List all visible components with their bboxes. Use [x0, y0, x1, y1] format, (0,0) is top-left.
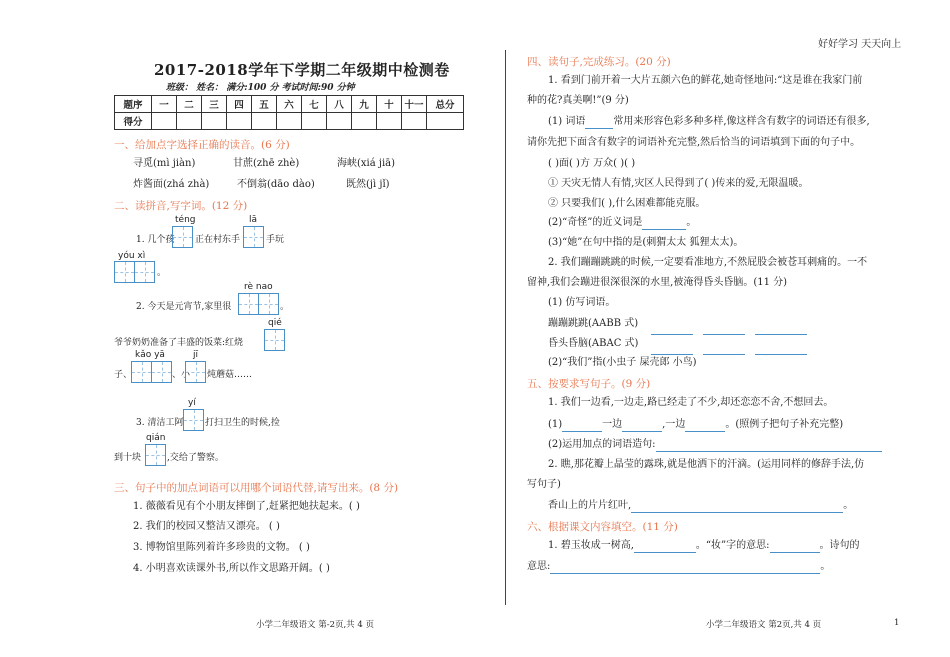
s5-text: 。 [843, 500, 854, 511]
score-header-cell: 总分 [427, 96, 464, 113]
section-3-heading: 三、句子中的加点词语可以用哪个词语代替,请写出来。(8 分) [114, 482, 399, 494]
s2-text: 。 [280, 302, 290, 312]
page-title: 2017-2018学年下学期二年级期中检测卷 [154, 61, 450, 79]
s4-text: 蹦蹦跳跳(AABB 式) [548, 318, 639, 329]
s4-text: (1) 词语 [548, 116, 586, 127]
section-2-heading: 二、读拼音,写字词。(12 分) [114, 200, 248, 212]
score-header-cell: 四 [227, 96, 252, 113]
s2-text: ,交给了警察。 [167, 453, 224, 463]
s4-text: (2)“我们”指(小虫子 屎壳郎 小鸟) [548, 357, 697, 368]
s1-item: 甘蔗(zhē zhè) [233, 158, 300, 169]
s4-text: 留神,我们会蹦进很深很深的水里,被淹得昏头昏脑。(11 分) [527, 277, 788, 288]
s2-text: 3. 清洁工阿 [136, 418, 184, 428]
s6-text: 。 [820, 561, 831, 572]
score-cell[interactable] [227, 113, 252, 130]
s5-text: 一边 [602, 419, 623, 430]
answer-blank[interactable] [685, 419, 725, 432]
s5-text: ,一边 [662, 419, 686, 430]
score-header-cell: 题序 [115, 96, 152, 113]
s4-text: 。 [686, 217, 697, 228]
s2-text: 1. 几个孩 [136, 235, 175, 245]
score-header-cell: 一 [152, 96, 177, 113]
score-cell[interactable] [277, 113, 302, 130]
pinyin: qián [146, 433, 166, 443]
s4-text: (2)“奇怪”的近义词是 [548, 217, 643, 228]
answer-blank[interactable] [703, 342, 745, 355]
pinyin: lā [249, 215, 258, 225]
answer-blank[interactable] [634, 540, 696, 553]
s3-item: 4. 小明喜欢读课外书,所以作文思路开阔。( ) [133, 563, 330, 574]
answer-blank[interactable] [642, 217, 686, 230]
s2-text: 手玩 [266, 235, 285, 245]
answer-blank[interactable] [703, 322, 745, 335]
score-cell[interactable] [202, 113, 227, 130]
s6-text: 1. 碧玉妆成一树高, [548, 540, 634, 551]
score-header-cell: 九 [352, 96, 377, 113]
writing-grid[interactable] [264, 329, 285, 351]
writing-grid[interactable] [185, 361, 206, 383]
score-cell[interactable] [402, 113, 427, 130]
s4-text: ( )面( )方 万众( )( ) [548, 158, 636, 169]
s1-item: 海峡(xiá jiā) [337, 158, 396, 169]
writing-grid[interactable] [172, 226, 193, 248]
section-4-heading: 四、读句子,完成练习。(20 分) [527, 56, 671, 68]
s5-p2c-line [548, 499, 853, 513]
writing-grid[interactable] [183, 409, 204, 431]
s5-text: 写句子) [527, 479, 561, 490]
answer-blank[interactable] [550, 561, 820, 574]
score-cell[interactable] [352, 113, 377, 130]
s5-text: 2. 瞧,那花瓣上晶莹的露珠,就是他洒下的汗滴。(运用同样的修辞手法,仿 [548, 459, 865, 470]
answer-blank[interactable] [755, 342, 807, 355]
answer-blank[interactable] [585, 116, 613, 129]
s5-text: 1. 我们一边看,一边走,路已经走了不少,却还恋恋不舍,不想回去。 [548, 397, 834, 408]
s2-text: 、小 [172, 370, 191, 380]
s4-text: (1) 仿写词语。 [548, 297, 616, 308]
s4-text: 昏头昏脑(ABAC 式) [548, 338, 639, 349]
s3-item: 2. 我们的校园又整洁又漂亮。 ( ) [133, 521, 280, 532]
score-cell[interactable] [427, 113, 464, 130]
score-header-cell: 三 [202, 96, 227, 113]
s2-text: 爷爷奶奶准备了丰盛的饭菜:红烧 [114, 338, 244, 348]
score-header-cell: 六 [277, 96, 302, 113]
s5-text: 香山上的片片红叶, [548, 500, 632, 511]
pinyin: rè nao [244, 282, 273, 292]
header-slogan: 好好学习 天天向上 [818, 39, 902, 50]
s6-line-2 [527, 560, 830, 574]
section-6-heading: 六、根据课文内容填空。(11 分) [527, 521, 678, 533]
s5-text: (2)运用加点的词语造句: [548, 439, 656, 450]
score-cell[interactable] [252, 113, 277, 130]
s1-item: 不倒翁(dāo dào) [237, 179, 315, 190]
s2-text: 正在村东手 [195, 235, 241, 245]
score-cell[interactable] [327, 113, 352, 130]
writing-grid[interactable] [243, 226, 264, 248]
section-1-heading: 一、给加点字选择正确的读音。(6 分) [114, 139, 290, 151]
s4-q2-line [548, 216, 696, 230]
s3-item: 3. 博物馆里陈列着许多珍贵的文物。 ( ) [133, 542, 310, 553]
page-number: 1 [894, 618, 900, 628]
s2-text: 2. 今天是元宵节,家里很 [136, 302, 232, 312]
writing-grid[interactable] [114, 261, 155, 283]
s1-item: 炸酱面(zhá zhà) [133, 179, 210, 190]
section-5-heading: 五、按要求写句子。(9 分) [527, 378, 651, 390]
score-row-label: 得分 [115, 113, 152, 130]
s2-text: 打扫卫生的时候,捡 [205, 418, 280, 428]
writing-grid[interactable] [145, 444, 166, 466]
pinyin: yóu xì [118, 251, 146, 261]
score-cell[interactable] [177, 113, 202, 130]
pinyin: qié [268, 318, 282, 328]
answer-blank[interactable] [631, 500, 843, 513]
writing-grid[interactable] [131, 361, 172, 383]
pinyin: yí [188, 398, 196, 408]
footer-right: 小学二年级语文 第2页,共 4 页 [706, 620, 822, 630]
fill-blank-row [651, 316, 807, 335]
page-divider [505, 50, 506, 605]
score-header-cell: 二 [177, 96, 202, 113]
s5-q2-line [548, 438, 882, 452]
s1-item: 寻觅(mì jiàn) [133, 158, 196, 169]
score-table-header-row [115, 96, 464, 113]
s5-q1-line [548, 418, 843, 432]
s4-text: 种的花?真美啊!”(9 分) [527, 95, 629, 106]
score-header-cell: 十 [377, 96, 402, 113]
exam-info: 班级： 姓名： 满分:100 分 考试时间:90 分钟 [166, 83, 355, 93]
s4-text: 请你先把下面含有数字的词语补充完整,然后恰当的词语填到下面的句子中。 [527, 137, 861, 148]
s1-item: 既然(jì jǐ) [346, 179, 390, 190]
s5-text: (1) [548, 419, 563, 430]
s4-text: (3)“她”在句中指的是(刺猬太太 狐狸太太)。 [548, 237, 744, 248]
s5-text: 。(照例子把句子补充完整) [725, 419, 844, 430]
score-cell[interactable] [302, 113, 327, 130]
pinyin: téng [175, 215, 196, 225]
answer-blank[interactable] [622, 419, 662, 432]
answer-blank[interactable] [770, 540, 820, 553]
s4-text: ① 天灾无情人有情,灾区人民得到了( )传来的爱,无限温暖。 [548, 178, 809, 189]
footer-left: 小学二年级语文 第-2页,共 4 页 [256, 620, 374, 630]
score-table [114, 95, 464, 130]
score-table-score-row [115, 113, 464, 130]
s6-text: 。诗句的 [819, 540, 860, 551]
pinyin: kǎo yā [135, 350, 165, 360]
s2-text: 炖蘑菇…… [207, 370, 253, 380]
answer-blank[interactable] [755, 322, 807, 335]
s4-text: 2. 我们蹦蹦跳跳的时候,一定要看准地方,不然屁股会被苍耳刺痛的。一不 [548, 257, 868, 268]
writing-grid[interactable] [238, 293, 279, 315]
s4-text: 常用来形容色彩多种多样,像这样含有数字的词语还有很多, [613, 116, 870, 127]
s6-text: 意思: [527, 561, 551, 572]
s4-q1-line [548, 115, 870, 129]
s3-item: 1. 薇薇看见有个小朋友摔倒了,赶紧把她扶起来。( ) [133, 501, 360, 512]
answer-blank[interactable] [651, 322, 693, 335]
score-header-cell: 五 [252, 96, 277, 113]
s2-text: 子、 [114, 370, 133, 380]
s4-text: 1. 看到门前开着一大片五颜六色的鲜花,她奇怪地问:“这是谁在我家门前 [548, 75, 863, 86]
s4-text: ② 只要我们( ),什么困难都能克服。 [548, 198, 706, 209]
fill-blank-row [651, 336, 807, 355]
score-header-cell: 七 [302, 96, 327, 113]
score-header-cell: 十一 [402, 96, 427, 113]
s6-text: 。“妆”字的意思: [695, 540, 770, 551]
answer-blank[interactable] [562, 419, 602, 432]
pinyin: jī [193, 350, 199, 360]
score-cell[interactable] [152, 113, 177, 130]
score-cell[interactable] [377, 113, 402, 130]
answer-blank[interactable] [651, 342, 693, 355]
answer-blank[interactable] [656, 439, 882, 452]
s2-text: 。 [157, 268, 167, 278]
s6-line-1 [548, 539, 860, 553]
score-header-cell: 八 [327, 96, 352, 113]
s2-text: 到十块 [114, 453, 142, 463]
